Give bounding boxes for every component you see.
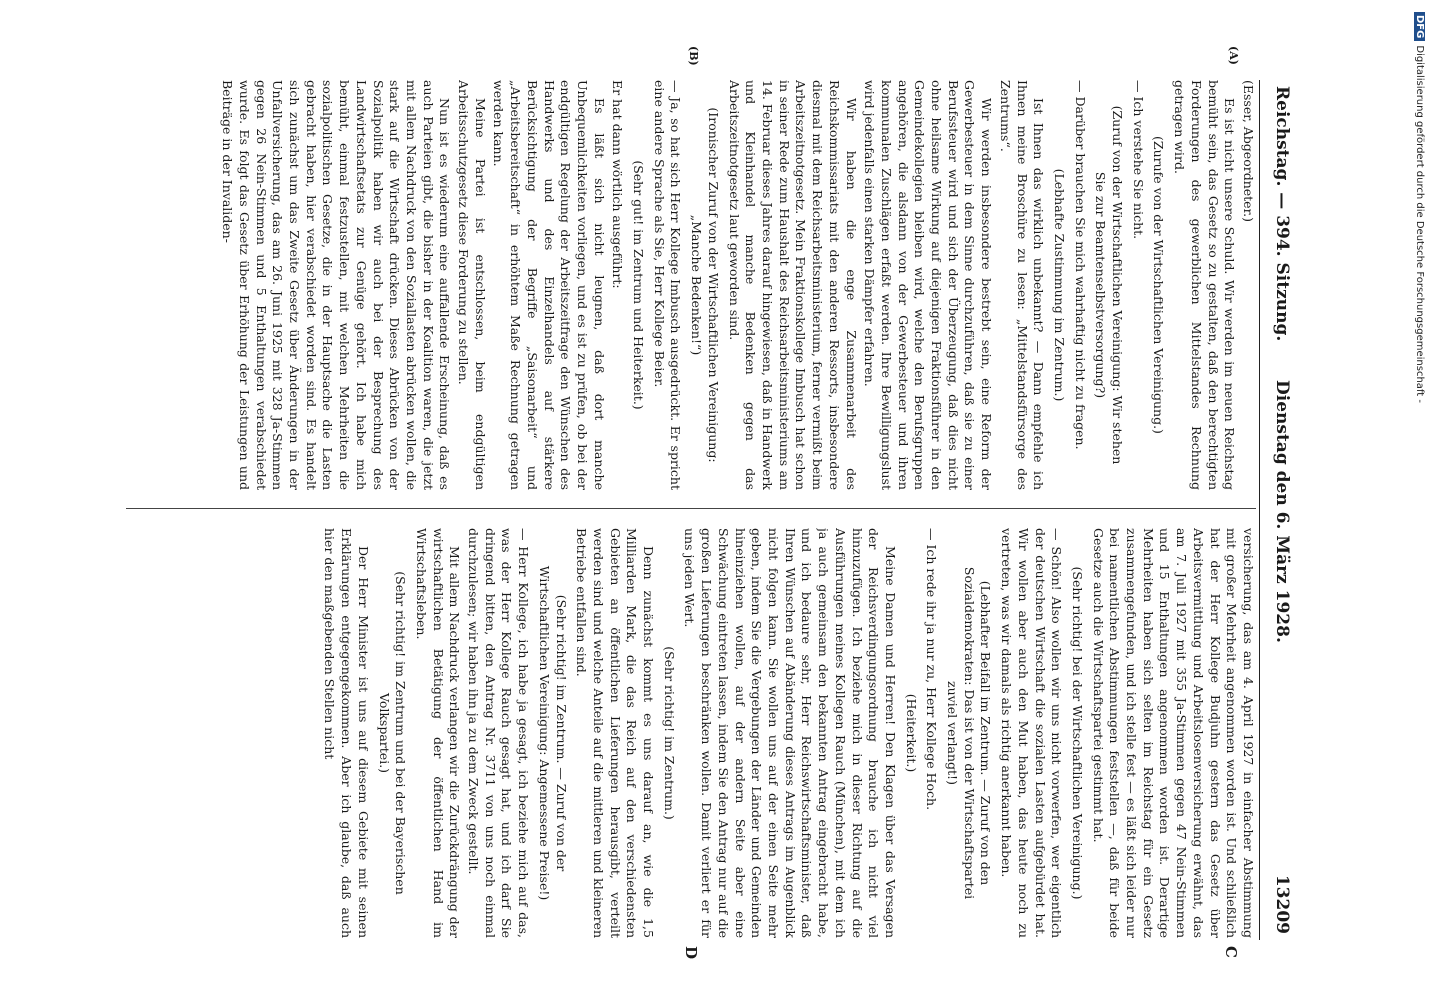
document-page xyxy=(120,46,1300,960)
left-paragraph: Meine Partei ist entschlossen, beim endgültigen Arbeitsschutzgesetz diese Forderung zu stellen. xyxy=(456,80,488,490)
left-paragraph: (Lebhafte Zustimmung im Zentrum.) xyxy=(1051,168,1067,402)
right-paragraph: Denn zunächst kommt es uns darauf an, wie die 1,5 Milliarden Mark, die das Reich auf den verschiedensten Gebieten an öffentlichen Lieferungen herausgibt, verteilt werden sind und welche Anteile auf die mittleren und kleineren Betriebe entfallen sind. xyxy=(574,528,657,938)
left-paragraph: Nun ist es wiederum eine auffallende Erscheinung, daß es auch Parteien gibt, die bisher in der Koalition waren, die jetzt mit allem Nachdruck von den Soziallasten abrücken wollen, die stark auf die Wirtschaft drücken. Dieses Abrücken von der Sozialpolitik haben wir auch bei der Besprechung des Landwirtschaftsetats zur Genüge gehört. Ich habe mich bemüht, einmal festzustellen, mit welchen Mehrheiten die sozialpolitischen Gesetze, die in der Hauptsache die Lasten gebracht haben, hier verabschiedet worden sind. Es handelt sich zunächst um das Zweite Gesetz über Änderungen in der Unfallversicherung, das am 26. Juni 1925 mit 328 Ja-Stimmen gegen 26 Nein-Stimmen und 5 Enthaltungen verabschiedet wurde. Es folgt das Gesetz über Erhöhung der Leistungen und Beiträge in der Invaliden- xyxy=(220,80,453,490)
margin-mark-d: D xyxy=(682,946,700,960)
left-paragraph: Es ist nicht unsere Schuld. Wir werden im neuen Reichstag bemüht sein, das Gesetz so zu gestalten, daß den berechtigten Forderungen des gewerblichen Mittelstandes Rechnung getragen wird. xyxy=(1172,80,1238,490)
right-paragraph: Mit allem Nachdruck verlangen wir die Zurückdrängung der wirtschaftlichen Betätigung der öffentlichen Hand im Wirtschaftsleben. xyxy=(413,528,463,938)
text-columns xyxy=(126,80,1256,940)
left-paragraph: — Ja, so hat sich Herr Kollege Imbusch ausgedrückt. Er spricht eine andere Sprache als Sie, Herr Kollege Beier. xyxy=(651,80,684,490)
left-paragraph: Ist Ihnen das wirklich unbekannt? — Dann empfehle ich Ihnen meine Broschüre zu lesen: „Mittelstandsfürsorge des Zentrums“. xyxy=(997,80,1047,490)
right-paragraph: (Sehr richtig! im Zentrum und bei der Bayerischen Volkspartei.) xyxy=(376,571,409,895)
right-paragraph: (Sehr richtig! bei der Wirtschaftlichen Vereinigung.) xyxy=(1069,566,1085,900)
right-paragraph: — Herr Kollege, ich habe ja gesagt, ich beziehe mich auf das, was der Herr Kollege Rauch gesagt hat, und ich darf Sie dringend bitten, den Antrag Nr. 3711 von uns noch einmal durchzulesen; wir haben ihn ja zu dem Zweck gestellt. xyxy=(466,528,532,938)
right-paragraph: (Sehr richtig! im Zentrum.) xyxy=(661,646,677,820)
right-paragraph: Meine Damen und Herren! Den Klagen über das Versagen der Reichsverdingungsordnung brauche ich nicht viel hinzuzufügen. Ich beziehe mich in dieser Richtung auf die Ausführungen meines Kollegen Rauch (München), mit dem ich ja auch gemeinsam den bekannten Antrag eingebracht habe, und ich bedaure sehr, Herr Reichswirtschaftsminister, daß Ihren Wünschen auf Abänderung dieses Antrags im Augenblick nicht folgen kann. Sie wollen uns auf der einen Seite mehr geben, indem Sie die Vergebungen der Länder und Gemeinden hineinziehen wollen, auf der andern Seite aber eine Schwächung eintreten lassen, indem Sie den Antrag nur auf die großen Lieferungen beschränken wollen. Damit verliert er für uns jeden Wert. xyxy=(682,528,898,938)
left-paragraph: Es läßt sich nicht leugnen, daß dort manche Unbequemlichkeiten vorliegen, und es ist zu prüfen, ob bei der endgültigen Regelung der Arbeitszeitfrage den Wünschen des Handwerks und des Einzelhandels auf stärkere Berücksichtigung der Begriffe „Saisonarbeit“ und „Arbeitsbereitschaft“ in erhöhtem Maße Rechnung getragen werden kann. xyxy=(491,80,607,490)
left-paragraph: (Ironischer Zuruf von der Wirtschaftlichen Vereinigung: „Manche Bedenken!“) xyxy=(689,107,721,463)
dfg-logo: DFG xyxy=(1414,12,1425,41)
right-paragraph: (Lebhafter Beifall im Zentrum. — Zuruf von den Sozialdemokraten: Das ist von der Wirtschaftspartei zuviel verlangt!) xyxy=(945,566,994,900)
right-paragraph: — Ich rede ihr ja nur zu, Herr Kollege Hoch. xyxy=(924,528,940,811)
right-column xyxy=(126,528,1256,938)
digitization-note xyxy=(1414,12,1425,403)
left-paragraph: (Zurufe von der Wirtschaftlichen Vereinigung.) xyxy=(1151,136,1167,434)
left-paragraph: Er hat dann wörtlich ausgeführt: xyxy=(610,80,626,289)
left-paragraph: (Zuruf von der Wirtschaftlichen Vereinigung: Wir stehen Sie zur Beamtenselbstversorgung?) xyxy=(1093,105,1126,465)
digitization-text: Digitalisierung gefördert durch die Deutsche Forschungsgemeinschaft - xyxy=(1414,45,1425,403)
left-paragraph: — Ich verstehe Sie nicht. xyxy=(1130,80,1146,240)
column-divider xyxy=(126,508,1256,509)
left-paragraph: (Esser, Abgeordneter.) xyxy=(1241,80,1256,223)
left-paragraph: Wir haben die enge Zusammenarbeit des Reichskommissariats mit den anderen Ressorts, insbesondere diesmal mit dem Reichsarbeitsministerium, ferner vermißt beim Arbeitszeitnotgesetz. Mein Fraktionskollege Imbusch hat schon in seiner Rede zum Haushalt des Reichsarbeitsministeriums am 14. Februar dieses Jahres darauf hingewiesen, daß in Handwerk und Kleinhandel manche Bedenken gegen das Arbeitszeitnotgesetz laut geworden sind. xyxy=(726,80,859,490)
left-paragraph: Wir werden insbesondere bestrebt sein, eine Reform der Gewerbesteuer in dem Sinne durchzuführen, daß sie zu einer Berufssteuer wird und sich der Überzeugung, daß dies nicht ohne heilsame Wirkung auf diejenigen Fraktionsführer in den Gemeindekollegien bleiben wird, welche den Berufsgruppen angehören, die alsdann von der Gewerbesteuer und ihren kommunalen Zuschlägen erfaßt werden. Ihre Bewilligungslust wird jedenfalls einen starken Dämpfer erfahren. xyxy=(862,80,995,490)
right-paragraph: (Sehr richtig! im Zentrum. — Zuruf von der Wirtschaftlichen Vereinigung: Angemessene Preise!) xyxy=(536,565,569,901)
header-left: Reichstag. — 394. Sitzung. xyxy=(1272,86,1292,342)
margin-mark-a: (A) xyxy=(1227,46,1240,65)
header-center: Dienstag den 6. März 1928. xyxy=(1272,380,1292,643)
margin-mark-b: (B) xyxy=(687,46,700,66)
left-column xyxy=(126,80,1256,490)
right-paragraph: versicherung, das am 4. April 1927 in einfacher Abstimmung mit großer Mehrheit angenommen worden ist. Und schließlich hat der Herr Kollege Budjuhn gestern das Gesetz über Arbeitsvermittlung und Arbeitslosenversicherung erwähnt, das am 7. Juli 1927 mit 355 Ja-Stimmen gegen 47 Nein-Stimmen und 15 Enthaltungen angenommen worden ist. Derartige Mehrheiten haben sich selten im Reichstag für ein Gesetz zusammengefunden, und ich stelle fest — es läßt sich leider nur bei namentlichen Abstimmungen feststellen —, daß für beide Gesetze auch die Wirtschaftspartei gestimmt hat. xyxy=(1090,528,1256,938)
left-paragraph: (Sehr gut! im Zentrum und Heiterkeit.) xyxy=(631,160,647,410)
right-paragraph: — Schön! Also wollen wir uns nicht vorwerfen, wer eigentlich der deutschen Wirtschaft die sozialen Lasten aufgebürdet hat. Wir wollen aber auch den Mut haben, das heute noch zu vertreten, was wir damals als richtig anerkannt haben. xyxy=(999,528,1065,938)
page-header xyxy=(1259,80,1300,940)
left-paragraph: — Darüber brauchen Sie mich wahrhaftig nicht zu fragen. xyxy=(1072,80,1088,450)
right-paragraph: (Heiterkeit.) xyxy=(903,693,919,773)
margin-mark-c: C xyxy=(1222,946,1240,958)
page-number: 13209 xyxy=(1272,874,1292,934)
right-paragraph: Der Herr Minister ist uns auf diesem Gebiete mit seinen Erklärungen entgegengekommen. Aber ich glaube, daß auch hier den maßgebenden Stellen nicht xyxy=(322,528,371,938)
